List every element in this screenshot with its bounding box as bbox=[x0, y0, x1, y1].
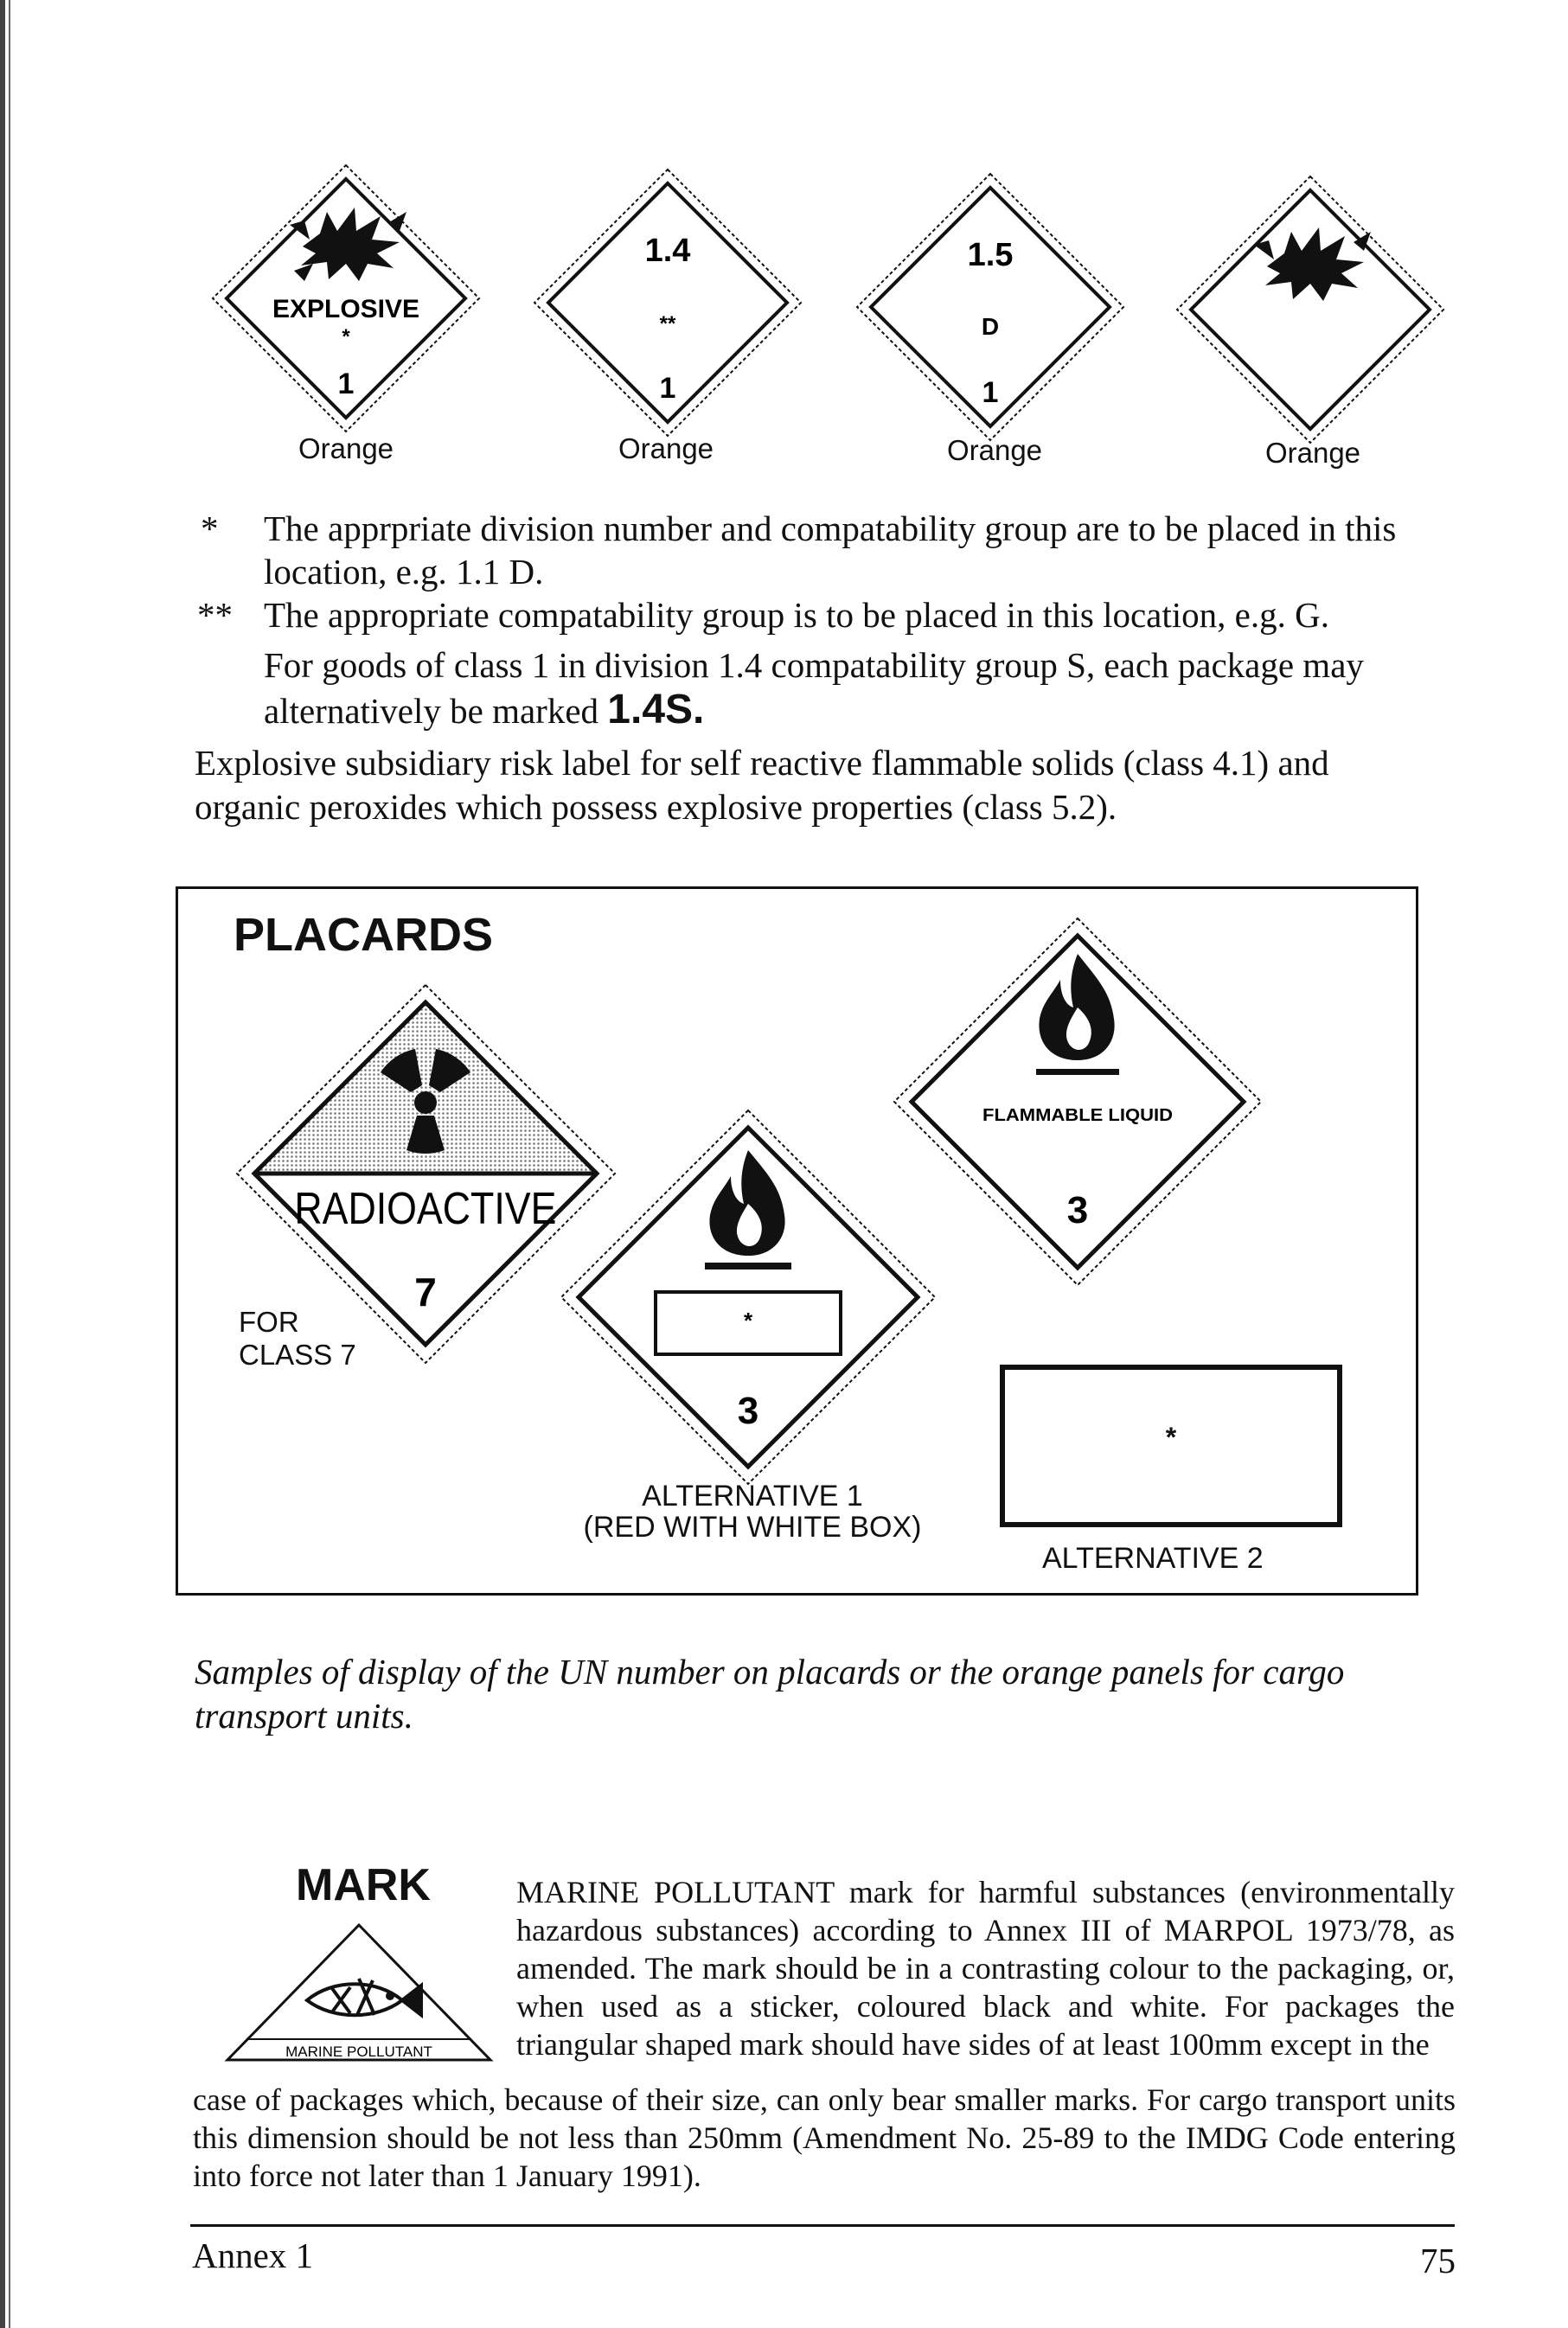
note-2-line-1: The appropriate compatability group is to be placed in this location, e.g. G. bbox=[264, 595, 1329, 635]
alternative-1-placard bbox=[558, 1107, 938, 1492]
page-edge-rule-inner bbox=[9, 0, 10, 2328]
alternative-1-caption-line-2: (RED WITH WHITE BOX) bbox=[583, 1511, 922, 1544]
flammable-class-number: 3 bbox=[1066, 1189, 1089, 1231]
subsidiary-label-text: Explosive subsidiary risk label for self reactive flammable solids (class 4.1) and organic peroxides which possess explosive properties (class 5.2). bbox=[195, 743, 1329, 827]
explosive-caption-3: Orange bbox=[946, 434, 1043, 466]
explosive-diamond-2 bbox=[529, 164, 806, 441]
explosion-icon bbox=[1254, 227, 1371, 301]
explosive-diamond-1 bbox=[208, 160, 484, 437]
explosive-label-1 bbox=[208, 160, 484, 441]
explosive-label-4 bbox=[1172, 171, 1449, 452]
note-1-text: The apprpriate division number and compatability group are to be placed in this location, e.g. 1.1 D. bbox=[264, 508, 1397, 592]
compatibility-mark: ** bbox=[659, 312, 676, 336]
mark-title: MARK bbox=[296, 1860, 431, 1910]
alternative-2-panel bbox=[1000, 1365, 1342, 1527]
flame-icon bbox=[1036, 954, 1119, 1075]
note-2-bold-mark: 1.4S. bbox=[607, 687, 705, 732]
alternative-2-caption: ALTERNATIVE 2 bbox=[1042, 1542, 1264, 1575]
division-number: 1.4 bbox=[644, 233, 691, 269]
alternative-1-caption bbox=[536, 1481, 969, 1543]
note-2-line-3 bbox=[264, 688, 704, 732]
explosive-caption-1: Orange bbox=[298, 432, 394, 464]
alternative-1-class-number: 3 bbox=[737, 1390, 759, 1432]
alternative-2-box-mark: * bbox=[1165, 1422, 1177, 1453]
explosive-diamond-3 bbox=[852, 169, 1129, 445]
explosive-caption-4: Orange bbox=[1264, 437, 1361, 469]
class-number: 1 bbox=[659, 372, 676, 405]
flammable-liquid-text: FLAMMABLE LIQUID bbox=[982, 1106, 1173, 1125]
note-2-marker: ** bbox=[197, 595, 233, 635]
flammable-liquid-placard bbox=[891, 915, 1264, 1293]
division-number: 1.5 bbox=[967, 237, 1014, 273]
radioactive-text: RADIOACTIVE bbox=[294, 1183, 557, 1234]
footer-rule bbox=[190, 2224, 1455, 2227]
for-class-line-1: FOR bbox=[239, 1306, 299, 1338]
marine-pollutant-triangle bbox=[221, 1918, 497, 2065]
compatibility-group: D bbox=[981, 313, 1000, 340]
page-number: 75 bbox=[1420, 2241, 1456, 2280]
explosive-caption-2: Orange bbox=[618, 432, 714, 464]
placards-title: PLACARDS bbox=[234, 909, 494, 961]
explosive-center-text: EXPLOSIVE bbox=[272, 295, 420, 323]
mark-description-wrapped: MARINE POLLUTANT mark for harmful substances (environmentally hazardous substances) according to Annex III of MARPOL 1973/78, as amended. The mark should be in a contrasting colour to the packaging, or, when used as a sticker, coloured black and white. For packages the triangular shaped mark should have sides of at least 100mm except in the bbox=[516, 1875, 1455, 2062]
alternative-1-caption-line-1: ALTERNATIVE 1 bbox=[642, 1480, 863, 1513]
explosive-class-number: 1 bbox=[337, 368, 355, 400]
page-edge-rule bbox=[0, 0, 5, 2328]
note-1-marker: * bbox=[201, 508, 219, 548]
explosive-small-mark: * bbox=[342, 325, 350, 349]
marine-pollutant-mark bbox=[221, 1918, 497, 2069]
note-2-line-2: For goods of class 1 in division 1.4 compatability group S, each package may bbox=[264, 645, 1364, 685]
radioactive-class-number: 7 bbox=[414, 1270, 437, 1314]
marine-pollutant-text: MARINE POLLUTANT bbox=[285, 2043, 432, 2060]
for-class-line-2: CLASS 7 bbox=[239, 1339, 356, 1371]
for-class-7-label bbox=[239, 1306, 356, 1372]
flame-icon bbox=[705, 1150, 791, 1270]
footer-section-label: Annex 1 bbox=[192, 2235, 314, 2275]
note-2-line-3-text: alternatively be marked bbox=[264, 691, 599, 731]
flammable-liquid-diamond bbox=[891, 915, 1264, 1289]
explosive-label-3 bbox=[852, 169, 1129, 450]
explosive-diamond-4 bbox=[1172, 171, 1449, 448]
explosive-label-2 bbox=[529, 164, 806, 445]
samples-caption: Samples of display of the UN number on placards or the orange panels for cargo transport units. bbox=[195, 1652, 1345, 1736]
class-number: 1 bbox=[982, 376, 999, 409]
alternative-1-box-mark: * bbox=[743, 1308, 753, 1333]
alternative-1-diamond bbox=[558, 1107, 938, 1487]
mark-description-continued: case of packages which, because of their size, can only bear smaller marks. For cargo transport units this dimension should be not less than 250mm (Amendment No. 25-89 to the IMDG Code entering into force not later than 1 January 1991). bbox=[193, 2082, 1456, 2193]
